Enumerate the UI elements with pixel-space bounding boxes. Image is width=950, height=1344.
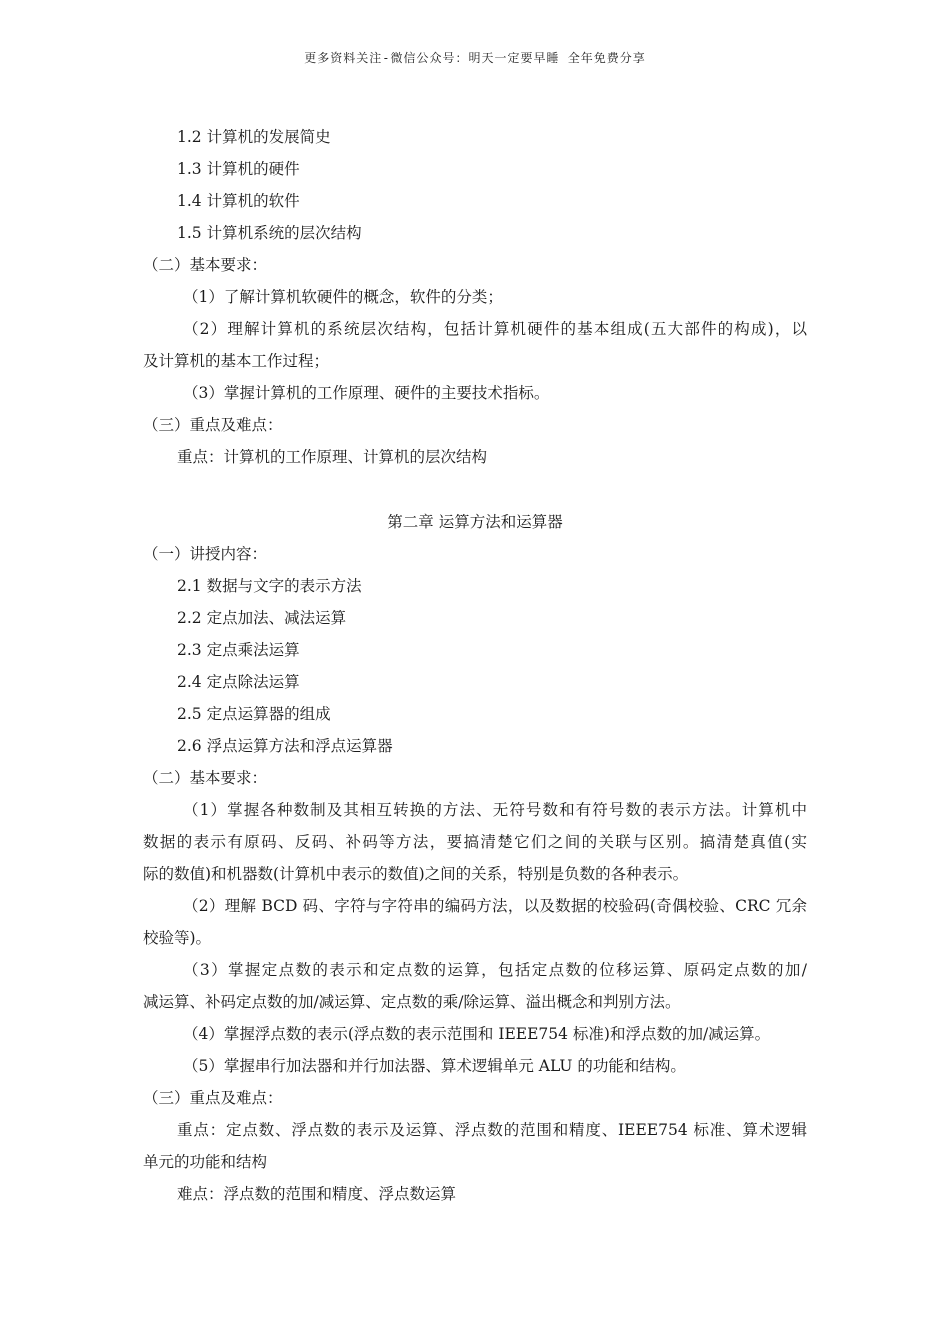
ch2-requirement-2-line-1: （2）理解 BCD 码、字符与字符串的编码方法，以及数据的校验码(奇偶校验、CRC 冗余	[183, 897, 807, 915]
toc-item-2-4: 2.4 定点除法运算	[177, 673, 300, 691]
ch1-requirement-2-line-2: 及计算机的基本工作过程；	[143, 352, 330, 370]
page-header: 更多资料关注-微信公众号：明天一定要早睡 全年免费分享	[304, 51, 646, 65]
ch1-requirements-heading: （二）基本要求：	[143, 256, 268, 274]
chapter-2-title: 第二章 运算方法和运算器	[387, 513, 563, 531]
ch2-requirement-3-line-2: 减运算、补码定点数的加/减运算、定点数的乘/除运算、溢出概念和判别方法。	[143, 993, 681, 1011]
ch2-requirement-2-line-2: 校验等)。	[143, 929, 212, 947]
toc-item-2-2: 2.2 定点加法、减法运算	[177, 609, 347, 627]
ch2-key-heading: （三）重点及难点：	[143, 1089, 283, 1107]
ch2-requirement-1-line-3: 际的数值)和机器数(计算机中表示的数值)之间的关系，特别是负数的各种表示。	[143, 865, 689, 883]
ch1-requirement-2-line-1: （2）理解计算机的系统层次结构，包括计算机硬件的基本组成(五大部件的构成)，以	[183, 320, 807, 338]
ch2-requirement-5: （5）掌握串行加法器和并行加法器、算术逻辑单元 ALU 的功能和结构。	[183, 1057, 686, 1075]
section-spacer	[143, 473, 807, 506]
toc-item-1-2: 1.2 计算机的发展简史	[177, 128, 331, 146]
document-body	[143, 121, 807, 1210]
ch2-key-points-line-2: 单元的功能和结构	[143, 1153, 268, 1171]
ch1-key-points: 重点：计算机的工作原理、计算机的层次结构	[177, 448, 488, 466]
ch2-difficulty: 难点：浮点数的范围和精度、浮点数运算	[177, 1185, 457, 1203]
ch2-requirement-4: （4）掌握浮点数的表示(浮点数的表示范围和 IEEE754 标准)和浮点数的加/减运算。	[183, 1025, 771, 1043]
toc-item-2-3: 2.3 定点乘法运算	[177, 641, 300, 659]
ch1-requirement-1: （1）了解计算机软硬件的概念，软件的分类；	[183, 288, 503, 306]
toc-item-1-4: 1.4 计算机的软件	[177, 192, 300, 210]
toc-item-2-5: 2.5 定点运算器的组成	[177, 705, 331, 723]
toc-item-1-5: 1.5 计算机系统的层次结构	[177, 224, 362, 242]
ch1-requirement-3: （3）掌握计算机的工作原理、硬件的主要技术指标。	[183, 384, 550, 402]
ch2-requirement-1-line-1: （1）掌握各种数制及其相互转换的方法、无符号数和有符号数的表示方法。计算机中	[183, 801, 807, 819]
ch2-content-heading: （一）讲授内容：	[143, 545, 268, 563]
toc-item-1-3: 1.3 计算机的硬件	[177, 160, 300, 178]
ch2-requirement-1-line-2: 数据的表示有原码、反码、补码等方法，要搞清楚它们之间的关联与区别。搞清楚真值(实	[143, 833, 807, 851]
ch2-requirement-3-line-1: （3）掌握定点数的表示和定点数的运算，包括定点数的位移运算、原码定点数的加/	[183, 961, 807, 979]
toc-item-2-6: 2.6 浮点运算方法和浮点运算器	[177, 737, 393, 755]
ch2-key-points-line-1: 重点：定点数、浮点数的表示及运算、浮点数的范围和精度、IEEE754 标准、算术逻辑	[177, 1121, 807, 1139]
ch1-key-heading: （三）重点及难点：	[143, 416, 283, 434]
toc-item-2-1: 2.1 数据与文字的表示方法	[177, 577, 362, 595]
ch2-requirements-heading: （二）基本要求：	[143, 769, 268, 787]
